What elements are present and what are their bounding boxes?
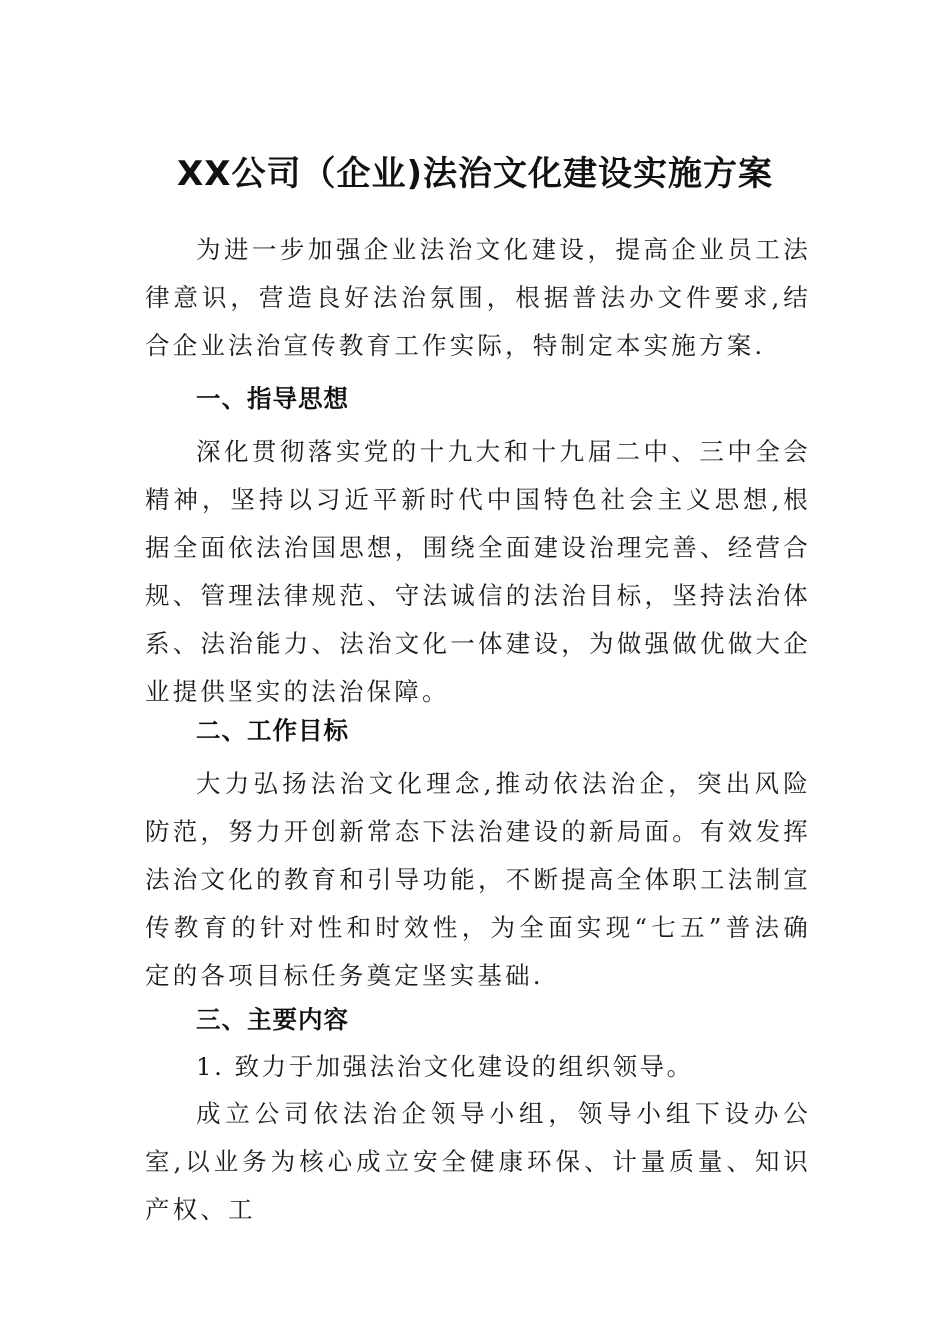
intro-paragraph: 为进一步加强企业法治文化建设，提高企业员工法律意识，营造良好法治氛围，根据普法办文件要求,结合企业法治宣传教育工作实际，特制定本实施方案. <box>145 235 811 360</box>
document-title: XX公司（企业)法治文化建设实施方案 <box>177 153 773 194</box>
section-paragraph-main-content: 成立公司依法治企领导小组，领导小组下设办公室,以业务为核心成立安全健康环保、计量质量、知识产权、工 <box>145 1099 811 1224</box>
section-paragraph-guiding-thought: 深化贯彻落实党的十九大和十九届二中、三中全会精神，坚持以习近平新时代中国特色社会主义思想,根据全面依法治国思想，围绕全面建设治理完善、经营合规、管理法律规范、守法诚信的法治目标，坚持法治体系、法治能力、法治文化一体建设，为做强做优做大企业提供坚实的法治保障。 <box>145 437 811 706</box>
section-heading-work-goals: 二、工作目标 <box>196 716 349 745</box>
section-heading-guiding-thought: 一、指导思想 <box>196 384 349 413</box>
section-subheading-organization: 1. 致力于加强法治文化建设的组织领导。 <box>196 1052 694 1081</box>
section-paragraph-work-goals: 大力弘扬法治文化理念,推动依法治企，突出风险防范，努力开创新常态下法治建设的新局面。有效发挥法治文化的教育和引导功能，不断提高全体职工法制宣传教育的针对性和时效性，为全面实现“七五”普法确定的各项目标任务奠定坚实基础. <box>145 769 811 990</box>
section-heading-main-content: 三、主要内容 <box>196 1005 349 1034</box>
